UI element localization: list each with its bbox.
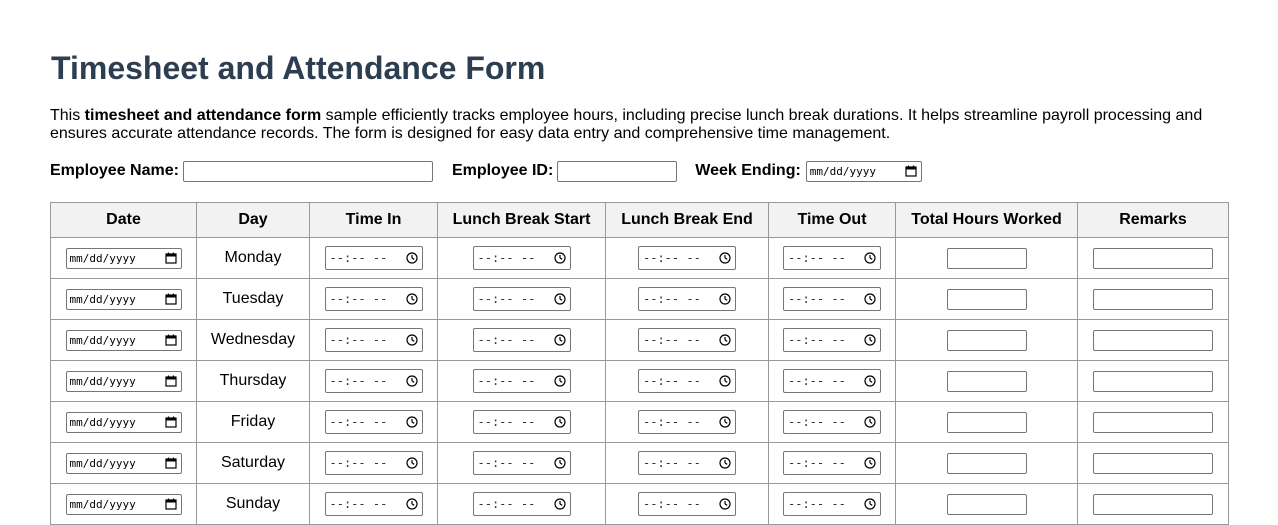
date-field[interactable] [66,289,182,310]
lunch-break-end-cell [606,361,769,402]
lunch-break-start-cell [438,484,606,525]
lunch-break-start-field[interactable] [473,369,571,393]
time-placeholder: --:-- -- [329,292,388,306]
time-placeholder: --:-- -- [477,497,536,511]
time-placeholder: --:-- -- [643,456,701,470]
time-in-field[interactable] [325,246,423,270]
clock-icon[interactable] [864,334,876,346]
day-cell: Friday [197,402,310,443]
time-placeholder: --:-- -- [788,456,846,470]
time-placeholder: --:-- -- [329,415,388,429]
table-row [51,402,1229,443]
total-hours-cell [896,443,1078,484]
time-in-field[interactable] [325,410,423,434]
day-cell: Sunday [197,484,310,525]
time-placeholder: --:-- -- [329,333,388,347]
time-placeholder: --:-- -- [329,251,388,265]
table-row [51,320,1229,361]
date-cell [51,238,197,279]
clock-icon[interactable] [554,375,566,387]
employee-id-field[interactable] [557,161,677,182]
time-out-field[interactable] [783,369,881,393]
time-placeholder: --:-- -- [329,374,388,388]
time-in-cell [310,402,438,443]
time-out-cell [769,484,896,525]
table-row [51,279,1229,320]
date-cell [51,402,197,443]
clock-icon[interactable] [406,457,418,469]
day-cell: Monday [197,238,310,279]
clock-icon[interactable] [864,375,876,387]
lunch-break-end-field[interactable] [638,246,736,270]
date-cell [51,484,197,525]
date-field[interactable] [66,371,182,392]
clock-icon[interactable] [406,252,418,264]
remarks-field[interactable] [1093,330,1213,351]
table-row [51,443,1229,484]
week-ending-label: Week Ending: [695,162,801,179]
clock-icon[interactable] [406,375,418,387]
clock-icon[interactable] [719,334,731,346]
time-in-field[interactable] [325,451,423,475]
remarks-cell [1078,443,1229,484]
lunch-break-end-cell [606,402,769,443]
remarks-cell [1078,484,1229,525]
time-out-cell [769,443,896,484]
table-header-row [51,203,1229,238]
time-in-field[interactable] [325,369,423,393]
lunch-break-start-field[interactable] [473,328,571,352]
time-in-cell [310,484,438,525]
date-cell [51,361,197,402]
date-field[interactable] [66,453,182,474]
clock-icon[interactable] [554,252,566,264]
time-placeholder: --:-- -- [788,374,846,388]
employee-name-field[interactable] [183,161,433,182]
time-placeholder: --:-- -- [643,374,701,388]
date-placeholder: mm/dd/yyyy [69,456,136,470]
lunch-break-end-field[interactable] [638,328,736,352]
total-hours-cell [896,484,1078,525]
time-placeholder: --:-- -- [788,251,846,265]
total-hours-field[interactable] [947,289,1027,310]
week-ending-field[interactable] [806,161,922,182]
lunch-break-start-cell [438,279,606,320]
lunch-break-end-cell [606,279,769,320]
page-title: Timesheet and Attendance Form [51,50,546,86]
time-placeholder: --:-- -- [477,333,536,347]
date-field[interactable] [66,412,182,433]
timesheet-table [50,202,1229,525]
table-row [51,238,1229,279]
time-placeholder: --:-- -- [643,415,701,429]
lunch-break-start-field[interactable] [473,410,571,434]
clock-icon[interactable] [864,457,876,469]
day-cell: Thursday [197,361,310,402]
time-placeholder: --:-- -- [477,292,536,306]
intro-bold: timesheet and attendance form [84,107,322,124]
time-placeholder: --:-- -- [643,497,701,511]
lunch-break-end-cell [606,320,769,361]
calendar-icon[interactable] [165,252,177,264]
time-in-cell [310,443,438,484]
column-header-day: Day [197,203,310,238]
remarks-cell [1078,361,1229,402]
lunch-break-end-field[interactable] [638,287,736,311]
calendar-icon[interactable] [165,416,177,428]
time-in-field[interactable] [325,492,423,516]
intro-suffix: sample efficiently tracks employee hours, including precise lunch break durations. It helps streamline payroll processing and ensures accurate attendance records. The form is designed for easy data entry and comprehensive time management. [50,107,1203,142]
clock-icon[interactable] [554,457,566,469]
total-hours-field[interactable] [947,248,1027,269]
lunch-break-start-cell [438,361,606,402]
table-row [51,484,1229,525]
time-in-cell [310,361,438,402]
total-hours-cell [896,402,1078,443]
clock-icon[interactable] [864,293,876,305]
time-in-cell [310,238,438,279]
remarks-cell [1078,238,1229,279]
clock-icon[interactable] [554,416,566,428]
date-cell [51,443,197,484]
employee-info-row [50,159,922,183]
time-out-field[interactable] [783,246,881,270]
calendar-icon[interactable] [165,334,177,346]
clock-icon[interactable] [406,498,418,510]
remarks-cell [1078,402,1229,443]
total-hours-field[interactable] [947,330,1027,351]
time-in-cell [310,279,438,320]
clock-icon[interactable] [864,416,876,428]
time-placeholder: --:-- -- [788,292,846,306]
time-in-field[interactable] [325,287,423,311]
time-out-cell [769,279,896,320]
column-header-total-hours: Total Hours Worked [896,203,1078,238]
column-header-time-out: Time Out [769,203,896,238]
time-placeholder: --:-- -- [477,415,536,429]
date-placeholder: mm/dd/yyyy [69,333,136,347]
total-hours-cell [896,320,1078,361]
column-header-lunch-end: Lunch Break End [606,203,769,238]
date-field[interactable] [66,494,182,515]
date-cell [51,279,197,320]
time-in-cell [310,320,438,361]
clock-icon[interactable] [719,375,731,387]
time-placeholder: --:-- -- [788,497,846,511]
time-out-cell [769,361,896,402]
time-placeholder: --:-- -- [643,333,701,347]
time-placeholder: --:-- -- [477,456,536,470]
time-out-field[interactable] [783,410,881,434]
day-cell: Saturday [197,443,310,484]
lunch-break-start-cell [438,320,606,361]
calendar-icon[interactable] [165,457,177,469]
total-hours-cell [896,238,1078,279]
intro-prefix: This [50,107,85,124]
time-out-cell [769,320,896,361]
time-placeholder: --:-- -- [643,251,701,265]
date-placeholder: mm/dd/yyyy [69,497,136,511]
time-placeholder: --:-- -- [788,333,846,347]
column-header-lunch-start: Lunch Break Start [438,203,606,238]
lunch-break-end-field[interactable] [638,369,736,393]
lunch-break-start-field[interactable] [473,492,571,516]
day-cell: Tuesday [197,279,310,320]
time-out-field[interactable] [783,451,881,475]
remarks-cell [1078,320,1229,361]
total-hours-cell [896,279,1078,320]
time-placeholder: --:-- -- [643,292,701,306]
clock-icon[interactable] [406,416,418,428]
intro-paragraph [50,107,1228,143]
lunch-break-end-field[interactable] [638,410,736,434]
total-hours-field[interactable] [947,453,1027,474]
lunch-break-start-cell [438,402,606,443]
time-out-cell [769,402,896,443]
date-placeholder: mm/dd/yyyy [69,251,136,265]
remarks-field[interactable] [1093,248,1213,269]
clock-icon[interactable] [864,252,876,264]
total-hours-field[interactable] [947,371,1027,392]
employee-name-label: Employee Name: [50,162,179,179]
lunch-break-end-cell [606,238,769,279]
lunch-break-end-field[interactable] [638,492,736,516]
date-placeholder: mm/dd/yyyy [69,374,136,388]
calendar-icon[interactable] [165,498,177,510]
clock-icon[interactable] [719,252,731,264]
lunch-break-start-cell [438,443,606,484]
column-header-remarks: Remarks [1078,203,1229,238]
total-hours-field[interactable] [947,494,1027,515]
clock-icon[interactable] [719,498,731,510]
date-cell [51,320,197,361]
time-placeholder: --:-- -- [329,497,388,511]
time-in-field[interactable] [325,328,423,352]
lunch-break-start-field[interactable] [473,451,571,475]
time-placeholder: --:-- -- [788,415,846,429]
clock-icon[interactable] [406,293,418,305]
lunch-break-start-field[interactable] [473,287,571,311]
clock-icon[interactable] [864,498,876,510]
remarks-field[interactable] [1093,289,1213,310]
time-placeholder: --:-- -- [477,374,536,388]
clock-icon[interactable] [554,498,566,510]
column-header-date: Date [51,203,197,238]
time-out-field[interactable] [783,287,881,311]
clock-icon[interactable] [554,334,566,346]
clock-icon[interactable] [554,293,566,305]
remarks-field[interactable] [1093,371,1213,392]
table-row [51,361,1229,402]
calendar-icon[interactable] [165,375,177,387]
date-placeholder: mm/dd/yyyy [69,292,136,306]
clock-icon[interactable] [719,293,731,305]
day-cell: Wednesday [197,320,310,361]
date-field[interactable] [66,330,182,351]
remarks-field[interactable] [1093,453,1213,474]
time-out-cell [769,238,896,279]
employee-id-label: Employee ID: [451,162,554,179]
lunch-break-start-field[interactable] [473,246,571,270]
calendar-icon[interactable] [165,293,177,305]
total-hours-field[interactable] [947,412,1027,433]
total-hours-cell [896,361,1078,402]
lunch-break-start-cell [438,238,606,279]
time-placeholder: --:-- -- [329,456,388,470]
clock-icon[interactable] [719,416,731,428]
remarks-field[interactable] [1093,494,1213,515]
remarks-field[interactable] [1093,412,1213,433]
lunch-break-end-field[interactable] [638,451,736,475]
date-field[interactable] [66,248,182,269]
week-ending-placeholder: mm/dd/yyyy [809,164,877,178]
calendar-icon[interactable] [905,165,917,177]
time-out-field[interactable] [783,328,881,352]
clock-icon[interactable] [719,457,731,469]
remarks-cell [1078,279,1229,320]
time-placeholder: --:-- -- [477,251,536,265]
clock-icon[interactable] [406,334,418,346]
date-placeholder: mm/dd/yyyy [69,415,136,429]
lunch-break-end-cell [606,484,769,525]
column-header-time-in: Time In [310,203,438,238]
lunch-break-end-cell [606,443,769,484]
time-out-field[interactable] [783,492,881,516]
